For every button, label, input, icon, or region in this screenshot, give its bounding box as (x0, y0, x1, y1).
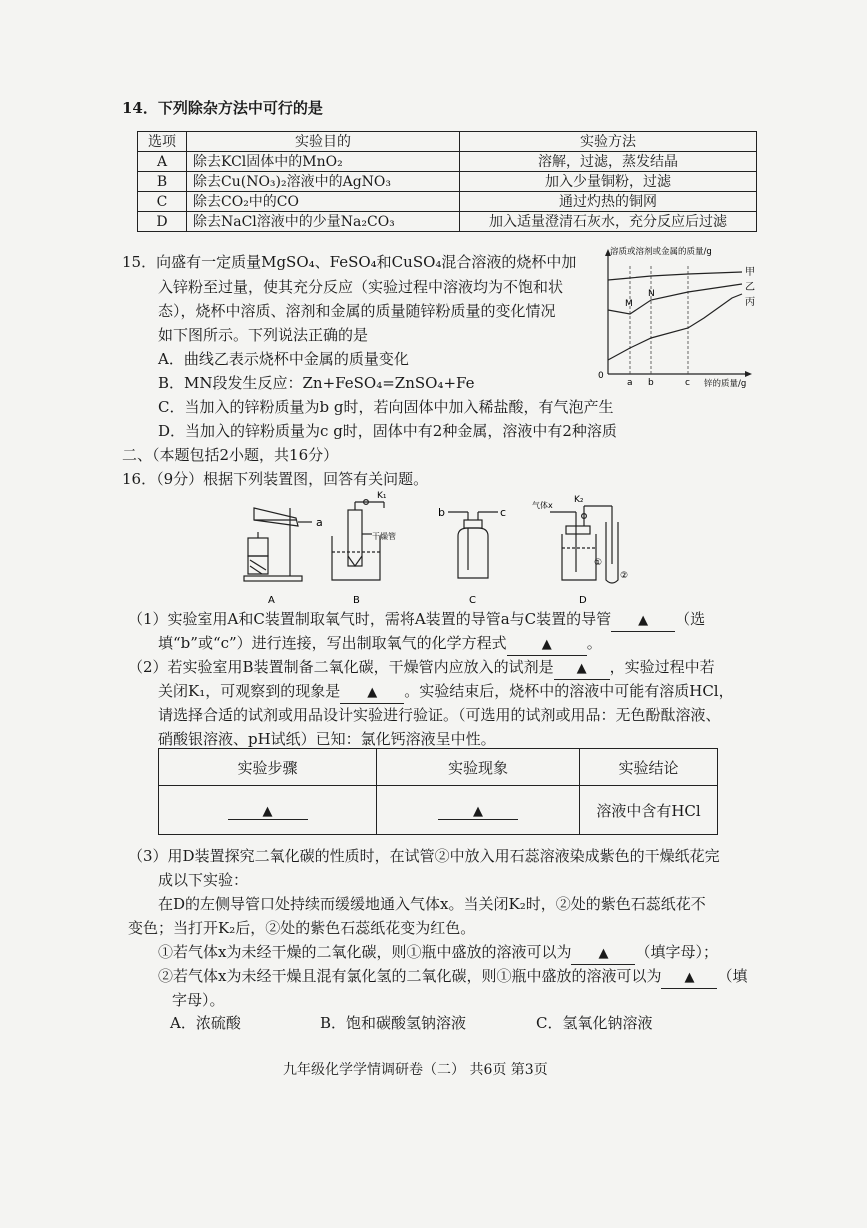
label-b-tube: b (438, 506, 445, 519)
row-method: 加入适量澄清石灰水，充分反应后过滤 (460, 212, 757, 232)
answer-blank[interactable] (571, 942, 635, 965)
point-n: N (648, 289, 655, 299)
row-method: 加入少量铜粉，过滤 (460, 172, 757, 192)
row-purpose: 除去CO₂中的CO (187, 192, 460, 212)
label-K2: K₂ (574, 495, 584, 505)
q16-1-line2 (158, 633, 602, 656)
q15-option-a: A．曲线乙表示烧杯中金属的质量变化 (158, 350, 409, 368)
row-purpose: 除去KCl固体中的MnO₂ (187, 152, 460, 172)
q16-3-q2-line2: 字母）。 (172, 991, 225, 1009)
label-D: D (579, 595, 587, 605)
q16-1-text: 。 (586, 634, 602, 652)
header-method: 实验方法 (460, 132, 757, 152)
answer-blank[interactable] (340, 681, 404, 704)
row-option: C (138, 192, 187, 212)
blank-mark: ▲ (638, 613, 649, 628)
blank-mark: ▲ (598, 946, 609, 961)
label-circle-2: ② (620, 571, 629, 581)
graph-origin: 0 (598, 371, 604, 381)
cell-conclusion: 溶液中含有HCl (580, 786, 718, 835)
q16-2-text: ，实验过程中若 (609, 658, 715, 676)
q15-line: 态），烧杯中溶质、溶剂和金属的质量随锌粉质量的变化情况 (158, 302, 556, 320)
q16-3-line4: 变色；当打开K₂后，②处的紫色石蕊纸花变为红色。 (128, 919, 476, 937)
q16-experiment-table (158, 748, 718, 835)
q16-2-line2 (158, 681, 734, 704)
cell-steps (159, 786, 377, 835)
label-C: C (469, 595, 476, 605)
choice-b: B．饱和碳酸氢钠溶液 (320, 1014, 467, 1032)
row-option: D (138, 212, 187, 232)
header-conclusion: 实验结论 (580, 749, 718, 786)
q15-option-b: B．MN段发生反应：Zn+FeSO₄=ZnSO₄+Fe (158, 374, 475, 392)
apparatus-figure (232, 490, 652, 605)
label-bing: 丙 (745, 297, 755, 308)
row-method: 通过灼热的铜网 (460, 192, 757, 212)
q16-title: 16．（9分）根据下列装置图，回答有关问题。 (122, 470, 429, 488)
table-row (159, 786, 718, 835)
table-row (138, 192, 757, 212)
label-A: A (268, 595, 275, 605)
q14-title: 14．下列除杂方法中可行的是 (122, 99, 323, 117)
table-row (138, 212, 757, 232)
q16-2-line4: 硝酸银溶液、pH试纸）已知：氯化钙溶液呈中性。 (158, 730, 496, 748)
q16-1-text: 填“b”或“c”）进行连接，写出制取氧气的化学方程式 (158, 634, 507, 652)
q16-3-q1 (158, 942, 718, 965)
row-option: A (138, 152, 187, 172)
graph-xlabel: 锌的质量/g (704, 379, 747, 389)
choice-a: A．浓硫酸 (170, 1014, 241, 1032)
label-c-tube: c (500, 506, 507, 519)
q15-mass-graph (592, 244, 760, 392)
q15-line: 15．向盛有一定质量MgSO₄、FeSO₄和CuSO₄混合溶液的烧杯中加 (122, 253, 577, 271)
answer-blank[interactable] (611, 609, 675, 632)
table-row (138, 152, 757, 172)
blank-mark: ▲ (576, 661, 587, 676)
q16-2-text: 关闭K₁，可观察到的现象是 (158, 682, 341, 700)
row-purpose: 除去Cu(NO₃)₂溶液中的AgNO₃ (187, 172, 460, 192)
table-header-row (159, 749, 718, 786)
row-method: 溶解，过滤，蒸发结晶 (460, 152, 757, 172)
answer-blank[interactable] (554, 657, 610, 680)
blank-mark: ▲ (473, 803, 483, 819)
header-purpose: 实验目的 (187, 132, 460, 152)
tick-a: a (627, 378, 633, 388)
q15-line: 入锌粉至过量，使其充分反应（实验过程中溶液均为不饱和状 (158, 278, 564, 296)
answer-blank[interactable] (438, 801, 518, 820)
q16-3-q2 (158, 966, 747, 989)
label-yi: 乙 (745, 282, 755, 293)
q16-3-line1: （3）用D装置探究二氧化碳的性质时，在试管②中放入用石蕊溶液染成紫色的干燥纸花完 (128, 847, 720, 865)
label-gas-x: 气体x (532, 501, 553, 510)
q16-2-text: （2）若实验室用B装置制备二氧化碳，干燥管内应放入的试剂是 (128, 658, 554, 676)
q16-1-line1 (128, 609, 705, 632)
blank-mark: ▲ (367, 685, 378, 700)
blank-mark: ▲ (541, 637, 552, 652)
q16-2-text: 。实验结束后，烧杯中的溶液中可能有溶质HCl， (404, 682, 734, 700)
label-jia: 甲 (745, 267, 755, 278)
q15-line: 如下图所示。下列说法正确的是 (158, 326, 369, 344)
blank-mark: ▲ (262, 803, 273, 819)
q15-option-d: D．当加入的锌粉质量为c g时，固体中有2种金属，溶液中有2种溶质 (158, 422, 617, 440)
q16-2-line3: 请选择合适的试剂或用品设计实验进行验证。（可选用的试剂或用品：无色酚酞溶液、 (158, 706, 721, 724)
row-purpose: 除去NaCl溶液中的少量Na₂CO₃ (187, 212, 460, 232)
cell-phenomena (377, 786, 580, 835)
table-row (138, 172, 757, 192)
q16-3-line2: 成以下实验： (158, 871, 249, 889)
q16-3-line3: 在D的左侧导管口处持续而缓缓地通入气体x。当关闭K₂时，②处的紫色石蕊纸花不 (158, 895, 706, 913)
q16-3-text: ①若气体x为未经干燥的二氧化碳，则①瓶中盛放的溶液可以为 (158, 943, 572, 961)
answer-blank[interactable] (228, 801, 308, 820)
answer-blank[interactable] (507, 633, 587, 656)
answer-blank[interactable] (661, 966, 717, 989)
table-header-row (138, 132, 757, 152)
header-option: 选项 (138, 132, 187, 152)
graph-ylabel: 溶质或溶剂或金属的质量/g (610, 247, 712, 257)
tick-c: c (685, 378, 690, 388)
page-footer: 九年级化学学情调研卷（二） 共6页 第3页 (283, 1062, 548, 1078)
q14-table (137, 131, 757, 232)
header-phenomena: 实验现象 (377, 749, 580, 786)
label-K1: K₁ (377, 491, 387, 501)
label-B: B (353, 595, 360, 605)
point-m: M (625, 299, 633, 309)
label-circle-1: ① (594, 558, 603, 568)
q16-2-line1 (128, 657, 715, 680)
q16-3-text: （填字母）； (635, 943, 718, 961)
section-heading: 二、（本题包括2小题，共16分） (122, 446, 339, 464)
tick-b: b (648, 378, 654, 388)
q16-1-text: （1）实验室用A和C装置制取氧气时，需将A装置的导管a与C装置的导管 (128, 610, 612, 628)
choice-c: C．氢氧化钠溶液 (536, 1014, 653, 1032)
label-a-tube: a (316, 516, 323, 529)
q15-option-c: C．当加入的锌粉质量为b g时，若向固体中加入稀盐酸，有气泡产生 (158, 398, 614, 416)
curve-jia (608, 272, 742, 280)
q16-1-text: （选 (675, 610, 706, 628)
header-steps: 实验步骤 (159, 749, 377, 786)
blank-mark: ▲ (684, 970, 695, 985)
row-option: B (138, 172, 187, 192)
label-dry-tube: 干燥管 (372, 532, 396, 541)
q16-3-text: （填 (717, 967, 748, 985)
q16-3-text: ②若气体x为未经干燥且混有氯化氢的二氧化碳，则①瓶中盛放的溶液可以为 (158, 967, 662, 985)
